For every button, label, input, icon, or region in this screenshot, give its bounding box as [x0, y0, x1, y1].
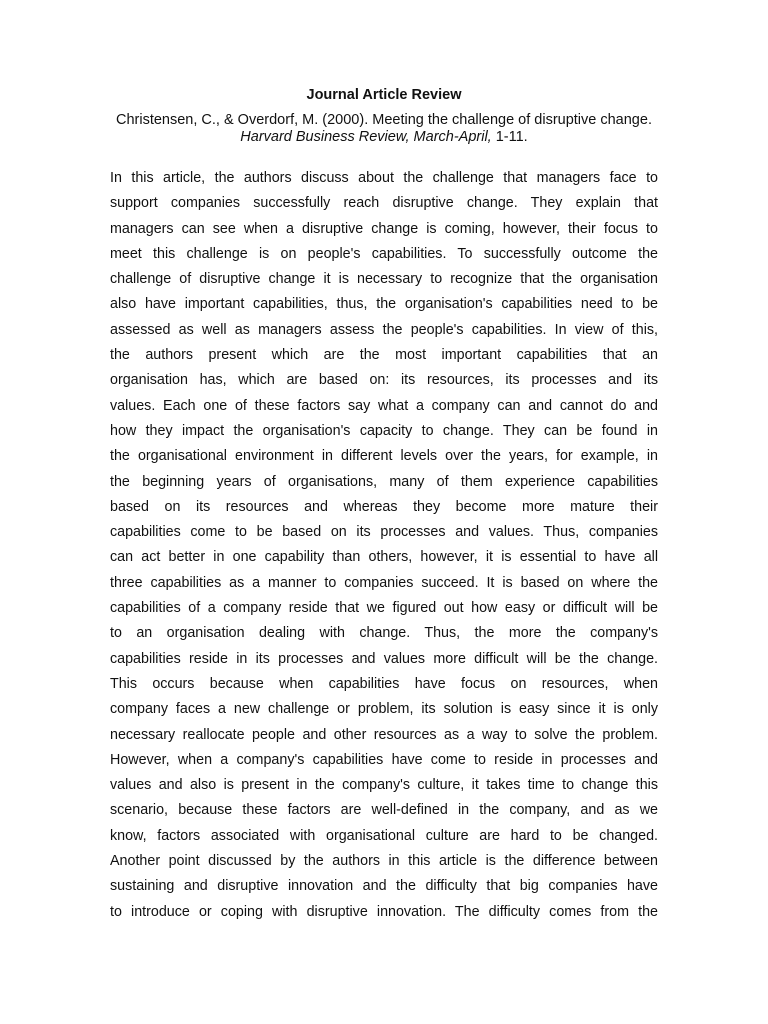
body-line: Another point discussed by the authors in this article is the difference between — [110, 853, 658, 870]
citation — [110, 112, 658, 146]
body-line: three capabilities as a manner to companies succeed. It is based on where the — [110, 574, 658, 591]
body-line: know, factors associated with organisational culture are hard to be changed. — [110, 827, 658, 844]
body-line: capabilities reside in its processes and values more difficult will be the change. — [110, 650, 658, 667]
citation-authors: Christensen, C., & Overdorf, M. (2000). Meeting the challenge of disruptive change. — [116, 112, 652, 128]
body-line: how they impact the organisation's capacity to change. They can be found in — [110, 422, 658, 439]
body-line: the beginning years of organisations, many of them experience capabilities — [110, 473, 658, 490]
citation-journal: Harvard Business Review, March-April, — [240, 129, 492, 145]
body-line: sustaining and disruptive innovation and the difficulty that big companies have — [110, 878, 658, 895]
body-line: organisation has, which are based on: its resources, its processes and its — [110, 372, 658, 389]
body-line: to an organisation dealing with change. Thus, the more the company's — [110, 625, 658, 642]
body-line: managers can see when a disruptive change is coming, however, their focus to — [110, 220, 658, 237]
body-line: values and also is present in the company's culture, it takes time to change this — [110, 777, 658, 794]
body-line: company faces a new challenge or problem, its solution is easy since it is only — [110, 701, 658, 718]
body-line: This occurs because when capabilities have focus on resources, when — [110, 675, 658, 692]
body-line: values. Each one of these factors say what a company can and cannot do and — [110, 397, 658, 414]
body-line: support companies successfully reach disruptive change. They explain that — [110, 195, 658, 212]
body-line: scenario, because these factors are well-defined in the company, and as we — [110, 802, 658, 819]
body-line: assessed as well as managers assess the people's capabilities. In view of this, — [110, 321, 658, 338]
body-line: capabilities come to be based on its processes and values. Thus, companies — [110, 524, 658, 541]
body-line: also have important capabilities, thus, the organisation's capabilities need to be — [110, 296, 658, 313]
body-paragraph — [110, 166, 658, 925]
body-line: to introduce or coping with disruptive innovation. The difficulty comes from the — [110, 903, 658, 920]
body-line: challenge of disruptive change it is necessary to recognize that the organisation — [110, 271, 658, 288]
document-title: Journal Article Review — [306, 87, 462, 103]
body-line: the organisational environment in different levels over the years, for example, in — [110, 448, 658, 465]
body-line: based on its resources and whereas they become more mature their — [110, 498, 658, 515]
body-line: meet this challenge is on people's capabilities. To successfully outcome the — [110, 245, 658, 262]
citation-pages: 1-11. — [491, 129, 528, 145]
body-line: necessary reallocate people and other resources as a way to solve the problem. — [110, 726, 658, 743]
body-line: capabilities of a company reside that we figured out how easy or difficult will be — [110, 600, 658, 617]
body-line: can act better in one capability than others, however, it is essential to have all — [110, 549, 658, 566]
body-line: In this article, the authors discuss about the challenge that managers face to — [110, 170, 658, 186]
body-line: the authors present which are the most important capabilities that an — [110, 347, 658, 364]
body-line: However, when a company's capabilities have come to reside in processes and — [110, 751, 658, 768]
